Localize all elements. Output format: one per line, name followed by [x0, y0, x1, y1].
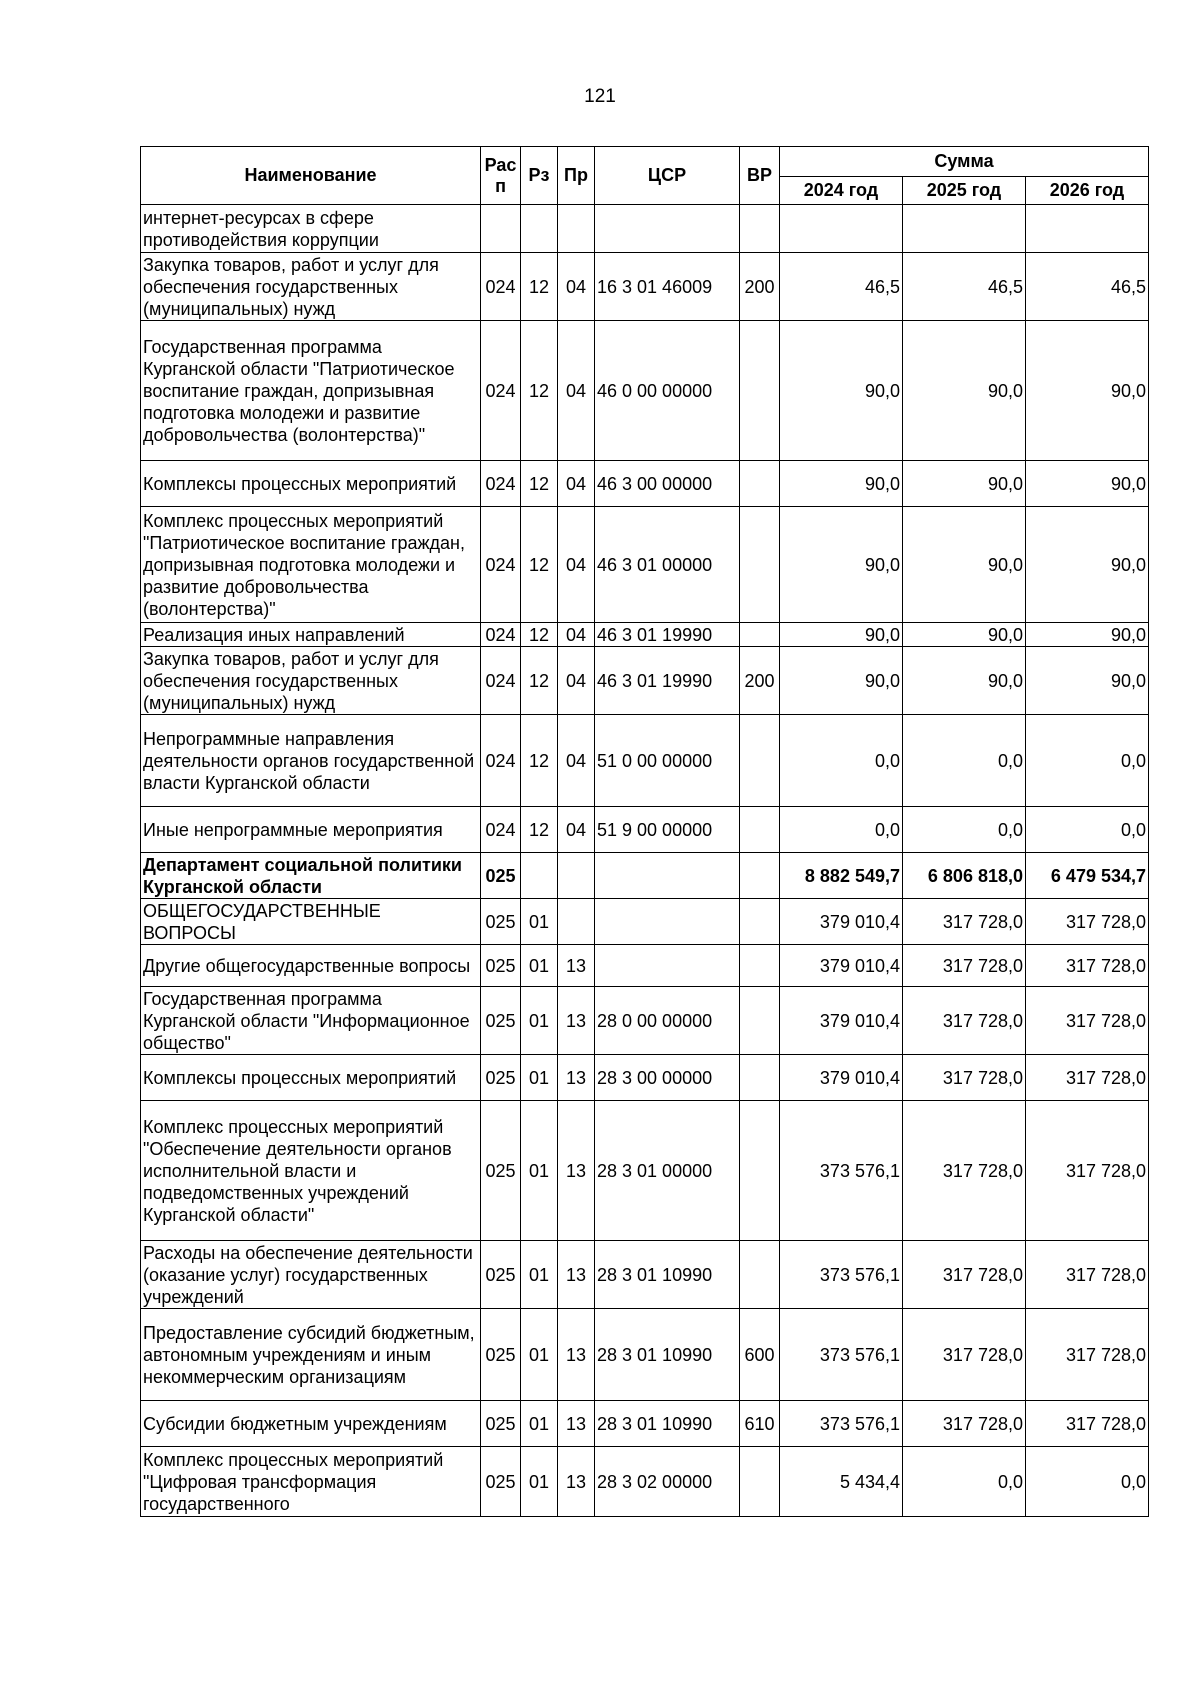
- cell-rasp: 024: [481, 715, 521, 807]
- cell-y2025: [903, 205, 1026, 253]
- header-2026: 2026 год: [1026, 177, 1149, 205]
- cell-rasp: [481, 205, 521, 253]
- cell-csr: [595, 205, 740, 253]
- cell-name: Государственная программа Курганской области "Патриотическое воспитание граждан, допризывная подготовка молодежи и развитие добровольчества (волонтерства)": [141, 321, 481, 461]
- cell-pr: 13: [558, 987, 595, 1055]
- header-rasp: Рас п: [481, 147, 521, 205]
- header-name: Наименование: [141, 147, 481, 205]
- cell-vr: 200: [740, 647, 780, 715]
- cell-y2024: 0,0: [780, 715, 903, 807]
- cell-vr: [740, 807, 780, 853]
- cell-y2024: 90,0: [780, 321, 903, 461]
- table-row: [141, 205, 1149, 253]
- cell-y2024: 90,0: [780, 507, 903, 623]
- cell-y2025: 317 728,0: [903, 945, 1026, 987]
- cell-csr: 28 3 02 00000: [595, 1447, 740, 1517]
- cell-y2024: 379 010,4: [780, 987, 903, 1055]
- cell-y2025: 0,0: [903, 1447, 1026, 1517]
- cell-rasp: 024: [481, 321, 521, 461]
- cell-rz: 01: [521, 1055, 558, 1101]
- cell-pr: 04: [558, 321, 595, 461]
- cell-vr: [740, 205, 780, 253]
- cell-y2026: 317 728,0: [1026, 1101, 1149, 1241]
- cell-rz: 01: [521, 1101, 558, 1241]
- header-rz: Рз: [521, 147, 558, 205]
- table-row: [141, 807, 1149, 853]
- cell-name: Комплексы процессных мероприятий: [141, 1055, 481, 1101]
- cell-rz: 12: [521, 807, 558, 853]
- cell-name: Комплекс процессных мероприятий "Цифровая трансформация государственного: [141, 1447, 481, 1517]
- table-row: [141, 945, 1149, 987]
- cell-name: Иные непрограммные мероприятия: [141, 807, 481, 853]
- cell-vr: [740, 945, 780, 987]
- cell-y2024: 5 434,4: [780, 1447, 903, 1517]
- cell-y2024: [780, 205, 903, 253]
- cell-y2024: 379 010,4: [780, 1055, 903, 1101]
- cell-pr: 13: [558, 1401, 595, 1447]
- page-number: 121: [584, 86, 616, 107]
- cell-rasp: 024: [481, 807, 521, 853]
- cell-y2025: 317 728,0: [903, 1401, 1026, 1447]
- cell-name: Субсидии бюджетным учреждениям: [141, 1401, 481, 1447]
- cell-y2024: 373 576,1: [780, 1309, 903, 1401]
- cell-rz: 01: [521, 945, 558, 987]
- cell-vr: [740, 623, 780, 647]
- cell-y2026: 6 479 534,7: [1026, 853, 1149, 899]
- cell-pr: [558, 899, 595, 945]
- cell-csr: 28 3 00 00000: [595, 1055, 740, 1101]
- cell-csr: 46 3 01 19990: [595, 647, 740, 715]
- cell-y2026: 0,0: [1026, 715, 1149, 807]
- cell-y2026: 317 728,0: [1026, 1241, 1149, 1309]
- cell-y2026: [1026, 205, 1149, 253]
- cell-csr: 16 3 01 46009: [595, 253, 740, 321]
- cell-y2026: 90,0: [1026, 321, 1149, 461]
- cell-y2026: 317 728,0: [1026, 1055, 1149, 1101]
- table-row: [141, 1309, 1149, 1401]
- cell-y2026: 46,5: [1026, 253, 1149, 321]
- header-vr: ВР: [740, 147, 780, 205]
- cell-csr: 28 3 01 10990: [595, 1309, 740, 1401]
- table-row: [141, 1401, 1149, 1447]
- cell-y2025: 46,5: [903, 253, 1026, 321]
- cell-vr: [740, 507, 780, 623]
- cell-rz: [521, 205, 558, 253]
- cell-y2025: 90,0: [903, 623, 1026, 647]
- cell-vr: [740, 1447, 780, 1517]
- cell-rz: 01: [521, 1447, 558, 1517]
- table-row: [141, 321, 1149, 461]
- cell-rz: 12: [521, 461, 558, 507]
- table-row: [141, 1241, 1149, 1309]
- cell-y2024: 90,0: [780, 647, 903, 715]
- cell-rz: 12: [521, 253, 558, 321]
- cell-y2024: 90,0: [780, 461, 903, 507]
- cell-vr: 610: [740, 1401, 780, 1447]
- cell-name: Расходы на обеспечение деятельности (оказание услуг) государственных учреждений: [141, 1241, 481, 1309]
- cell-pr: 04: [558, 623, 595, 647]
- cell-rasp: 025: [481, 1447, 521, 1517]
- cell-pr: 04: [558, 461, 595, 507]
- cell-csr: 28 3 01 10990: [595, 1401, 740, 1447]
- budget-table: [140, 146, 1149, 1517]
- cell-y2025: 90,0: [903, 461, 1026, 507]
- cell-vr: [740, 899, 780, 945]
- cell-name: Другие общегосударственные вопросы: [141, 945, 481, 987]
- cell-name: Закупка товаров, работ и услуг для обеспечения государственных (муниципальных) нужд: [141, 647, 481, 715]
- cell-pr: 13: [558, 1447, 595, 1517]
- cell-name: Комплексы процессных мероприятий: [141, 461, 481, 507]
- cell-y2026: 317 728,0: [1026, 1309, 1149, 1401]
- cell-name: Закупка товаров, работ и услуг для обеспечения государственных (муниципальных) нужд: [141, 253, 481, 321]
- cell-y2025: 317 728,0: [903, 1309, 1026, 1401]
- table-row: [141, 507, 1149, 623]
- cell-rasp: 025: [481, 899, 521, 945]
- cell-y2025: 317 728,0: [903, 1241, 1026, 1309]
- cell-y2024: 373 576,1: [780, 1401, 903, 1447]
- header-2024: 2024 год: [780, 177, 903, 205]
- cell-name: Комплекс процессных мероприятий "Обеспечение деятельности органов исполнительной власти и подведомственных учреждений Курганской области": [141, 1101, 481, 1241]
- cell-csr: 46 3 01 00000: [595, 507, 740, 623]
- cell-y2025: 317 728,0: [903, 1101, 1026, 1241]
- cell-pr: 04: [558, 253, 595, 321]
- cell-name: Департамент социальной политики Курганской области: [141, 853, 481, 899]
- cell-y2025: 90,0: [903, 507, 1026, 623]
- table-row: [141, 1447, 1149, 1517]
- cell-y2024: 0,0: [780, 807, 903, 853]
- cell-name: интернет-ресурсах в сфере противодействия коррупции: [141, 205, 481, 253]
- cell-csr: 46 3 00 00000: [595, 461, 740, 507]
- cell-vr: [740, 853, 780, 899]
- table-row: [141, 253, 1149, 321]
- cell-y2025: 317 728,0: [903, 899, 1026, 945]
- cell-vr: 600: [740, 1309, 780, 1401]
- cell-y2024: 373 576,1: [780, 1241, 903, 1309]
- cell-csr: 28 3 01 10990: [595, 1241, 740, 1309]
- cell-rz: 12: [521, 647, 558, 715]
- cell-y2026: 317 728,0: [1026, 945, 1149, 987]
- cell-name: Реализация иных направлений: [141, 623, 481, 647]
- cell-rasp: 025: [481, 945, 521, 987]
- header-2025: 2025 год: [903, 177, 1026, 205]
- cell-csr: 46 3 01 19990: [595, 623, 740, 647]
- cell-rasp: 025: [481, 1241, 521, 1309]
- cell-y2025: 90,0: [903, 647, 1026, 715]
- cell-pr: [558, 205, 595, 253]
- header-sum: Сумма: [780, 147, 1149, 177]
- table-row: [141, 1055, 1149, 1101]
- cell-rasp: 025: [481, 853, 521, 899]
- cell-pr: 04: [558, 647, 595, 715]
- cell-y2026: 0,0: [1026, 1447, 1149, 1517]
- cell-pr: 13: [558, 945, 595, 987]
- cell-y2026: 317 728,0: [1026, 987, 1149, 1055]
- cell-pr: 13: [558, 1101, 595, 1241]
- cell-csr: 28 3 01 00000: [595, 1101, 740, 1241]
- cell-rasp: 024: [481, 507, 521, 623]
- cell-y2024: 8 882 549,7: [780, 853, 903, 899]
- cell-vr: [740, 321, 780, 461]
- cell-rasp: 025: [481, 1101, 521, 1241]
- cell-y2024: 90,0: [780, 623, 903, 647]
- cell-y2025: 6 806 818,0: [903, 853, 1026, 899]
- cell-y2024: 379 010,4: [780, 899, 903, 945]
- table-row: [141, 461, 1149, 507]
- table-body: [141, 205, 1149, 1517]
- cell-rasp: 025: [481, 1309, 521, 1401]
- cell-y2025: 0,0: [903, 807, 1026, 853]
- cell-rz: 12: [521, 321, 558, 461]
- table-row: [141, 853, 1149, 899]
- cell-vr: [740, 715, 780, 807]
- cell-vr: [740, 1241, 780, 1309]
- cell-y2026: 317 728,0: [1026, 1401, 1149, 1447]
- cell-csr: 51 0 00 00000: [595, 715, 740, 807]
- cell-y2025: 0,0: [903, 715, 1026, 807]
- cell-y2026: 90,0: [1026, 623, 1149, 647]
- cell-y2024: 46,5: [780, 253, 903, 321]
- cell-y2025: 90,0: [903, 321, 1026, 461]
- cell-name: Непрограммные направления деятельности органов государственной власти Курганской области: [141, 715, 481, 807]
- cell-csr: 46 0 00 00000: [595, 321, 740, 461]
- table-row: [141, 647, 1149, 715]
- table-row: [141, 899, 1149, 945]
- cell-rasp: 024: [481, 647, 521, 715]
- cell-vr: [740, 1101, 780, 1241]
- cell-name: ОБЩЕГОСУДАРСТВЕННЫЕ ВОПРОСЫ: [141, 899, 481, 945]
- cell-y2026: 0,0: [1026, 807, 1149, 853]
- cell-name: Предоставление субсидий бюджетным, автономным учреждениям и иным некоммерческим организациям: [141, 1309, 481, 1401]
- cell-csr: [595, 899, 740, 945]
- cell-rasp: 024: [481, 623, 521, 647]
- cell-rasp: 025: [481, 1401, 521, 1447]
- cell-rz: 01: [521, 1309, 558, 1401]
- header-csr: ЦСР: [595, 147, 740, 205]
- cell-csr: [595, 945, 740, 987]
- cell-csr: 28 0 00 00000: [595, 987, 740, 1055]
- cell-pr: 13: [558, 1309, 595, 1401]
- cell-vr: [740, 1055, 780, 1101]
- cell-rz: 12: [521, 715, 558, 807]
- cell-y2026: 317 728,0: [1026, 899, 1149, 945]
- cell-pr: [558, 853, 595, 899]
- cell-y2024: 373 576,1: [780, 1101, 903, 1241]
- cell-rasp: 025: [481, 987, 521, 1055]
- cell-pr: 04: [558, 807, 595, 853]
- table-row: [141, 987, 1149, 1055]
- cell-y2026: 90,0: [1026, 647, 1149, 715]
- table-row: [141, 623, 1149, 647]
- cell-rz: 12: [521, 623, 558, 647]
- cell-y2025: 317 728,0: [903, 1055, 1026, 1101]
- header-pr: Пр: [558, 147, 595, 205]
- cell-y2026: 90,0: [1026, 507, 1149, 623]
- cell-rz: 01: [521, 899, 558, 945]
- cell-rz: [521, 853, 558, 899]
- cell-rz: 12: [521, 507, 558, 623]
- table-row: [141, 715, 1149, 807]
- cell-csr: [595, 853, 740, 899]
- cell-rz: 01: [521, 1401, 558, 1447]
- cell-rz: 01: [521, 1241, 558, 1309]
- cell-y2024: 379 010,4: [780, 945, 903, 987]
- cell-y2026: 90,0: [1026, 461, 1149, 507]
- cell-pr: 13: [558, 1241, 595, 1309]
- cell-csr: 51 9 00 00000: [595, 807, 740, 853]
- cell-pr: 13: [558, 1055, 595, 1101]
- cell-rasp: 024: [481, 253, 521, 321]
- cell-pr: 04: [558, 715, 595, 807]
- cell-vr: [740, 987, 780, 1055]
- cell-name: Государственная программа Курганской области "Информационное общество": [141, 987, 481, 1055]
- cell-pr: 04: [558, 507, 595, 623]
- cell-vr: 200: [740, 253, 780, 321]
- cell-name: Комплекс процессных мероприятий "Патриотическое воспитание граждан, допризывная подготовка молодежи и развитие добровольчества (волонтерства)": [141, 507, 481, 623]
- cell-y2025: 317 728,0: [903, 987, 1026, 1055]
- cell-rz: 01: [521, 987, 558, 1055]
- cell-rasp: 024: [481, 461, 521, 507]
- cell-rasp: 025: [481, 1055, 521, 1101]
- table-row: [141, 1101, 1149, 1241]
- cell-vr: [740, 461, 780, 507]
